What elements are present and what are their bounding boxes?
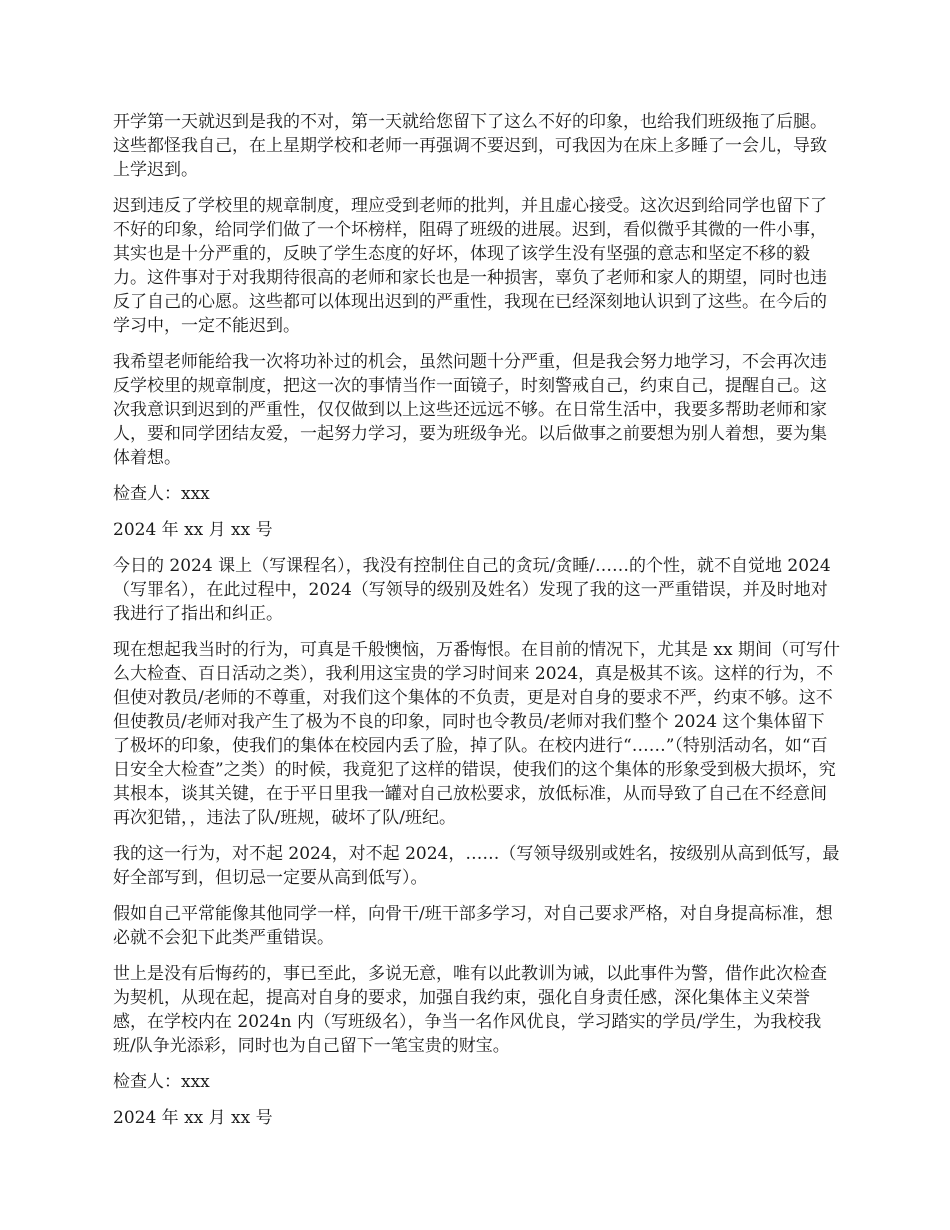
paragraph-regret: 现在想起我当时的行为，可真是千般懊恼，万番悔恨。在目前的情况下，尤其是 xx 期间（可写什么大检查、百日活动之类），我利用这宝贵的学习时间来 2024，真是极其不该。这样的行为，不但使对教员/老师的不尊重，对我们这个集体的不负责，更是对自身的要求不严，约束不够。这不但使教员/老师对我产生了极为不良的印象，同时也令教员/老师对我们整个 2024 这个集体留下了极坏的印象，使我们的集体在校园内丢了脸，掉了队。在校内进行“……”（特别活动名，如“百日安全大检查”之类）的时候，我竟犯了这样的错误，使我们的这个集体的形象受到极大损坏，究其根本，谈其关键，在于平日里我一罐对自己放松要求，放低标准，从而导致了自己在不经意间再次犯错，，违法了队/班规，破坏了队/班纪。 bbox=[113, 640, 840, 828]
signature-line: 检查人：xxx bbox=[113, 484, 210, 504]
paragraph-request-chance: 我希望老师能给我一次将功补过的机会，虽然问题十分严重，但是我会努力地学习，不会再次违反学校里的规章制度，把这一次的事情当作一面镜子，时刻警戒自己，约束自己，提醒自己。这次我意识到迟到的严重性，仅仅做到以上这些还远远不够。在日常生活中，我要多帮助老师和家人，要和同学团结友爱，一起努力学习，要为班级争光。以后做事之前要想为别人着想，要为集体着想。 bbox=[113, 352, 827, 468]
signature-line-2: 检查人：xxx bbox=[113, 1072, 210, 1092]
date-line-2: 2024 年 xx 月 xx 号 bbox=[113, 1108, 273, 1128]
paragraph-class-incident: 今日的 2024 课上（写课程名），我没有控制住自己的贪玩/贪睡/……的个性，就不自觉地 2024（写罪名），在此过程中，2024（写领导的级别及姓名）发现了我的这一严重错误，并及时地对我进行了指出和纠正。 bbox=[113, 556, 831, 624]
document-body bbox=[113, 110, 841, 1142]
paragraph-rules-violation: 迟到违反了学校里的规章制度，理应受到老师的批判，并且虚心接受。这次迟到给同学也留下了不好的印象，给同学们做了一个坏榜样，阻碍了班级的进展。迟到，看似微乎其微的一件小事，其实也是十分严重的，反映了学生态度的好坏，体现了该学生没有坚强的意志和坚定不移的毅力。这件事对于对我期待很高的老师和家长也是一种损害，辜负了老师和家人的期望，同时也违反了自己的心愿。这些都可以体现出迟到的严重性，我现在已经深刻地认识到了这些。在今后的学习中，一定不能迟到。 bbox=[113, 196, 827, 336]
paragraph-apology-intro: 开学第一天就迟到是我的不对，第一天就给您留下了这么不好的印象，也给我们班级拖了后腿。这些都怪我自己，在上星期学校和老师一再强调不要迟到，可我因为在床上多睡了一会儿，导致上学迟到。 bbox=[113, 112, 827, 180]
paragraph-resolution: 世上是没有后悔药的，事已至此，多说无意，唯有以此教训为诫，以此事件为警，借作此次检查为契机，从现在起，提高对自身的要求，加强自我约束，强化自身责任感，深化集体主义荣誉感，在学校内在 2024n 内（写班级名），争当一名作风优良，学习踏实的学员/学生，为我校我班/队争光添彩，同时也为自己留下一笔宝贵的财宝。 bbox=[113, 964, 827, 1056]
paragraph-sorry-to-leaders: 我的这一行为，对不起 2024，对不起 2024，……（写领导级别或姓名，按级别从高到低写，最好全部写到，但切忌一定要从高到低写）。 bbox=[113, 844, 840, 888]
paragraph-learn-from-others: 假如自己平常能像其他同学一样，向骨干/班干部多学习，对自己要求严格，对自身提高标准，想必就不会犯下此类严重错误。 bbox=[113, 904, 833, 948]
date-line: 2024 年 xx 月 xx 号 bbox=[113, 520, 273, 540]
